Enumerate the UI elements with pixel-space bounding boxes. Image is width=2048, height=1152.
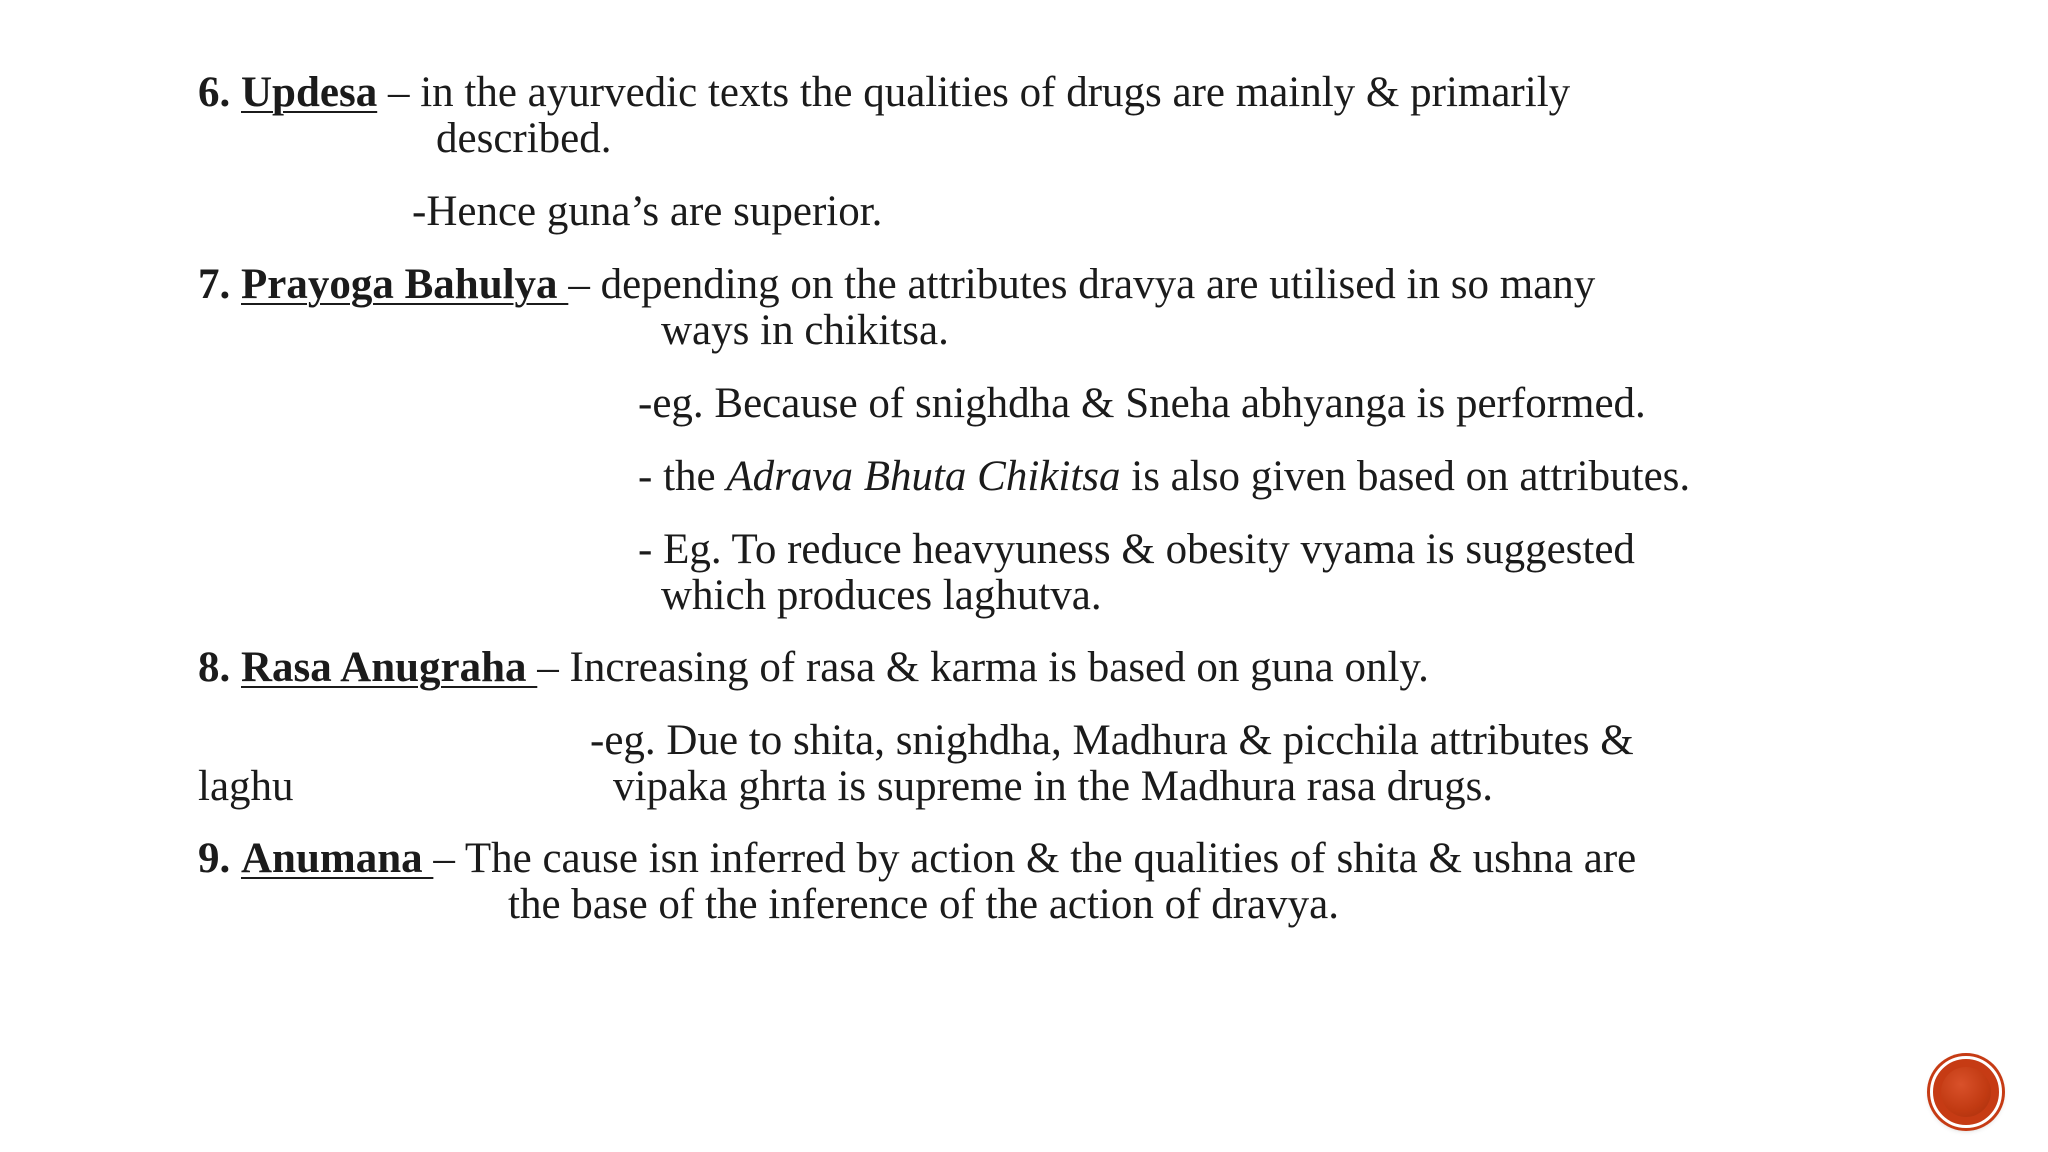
item-9-number: 9. [198,835,231,882]
item-6-note-1: -Hence guna’s are superior. [412,188,883,235]
item-9-text-1: – The cause isn inferred by action & the qualities of shita & ushna are [433,835,1637,882]
item-6-term: Updesa [241,69,378,116]
item-6-text-2: described. [436,115,612,162]
item-8-line-1 [198,645,1429,691]
item-7-note-2-before: - the [638,453,727,500]
item-8-note-1-line-1: -eg. Due to shita, snighdha, Madhura & picchila attributes & [590,717,1634,764]
item-8-number: 8. [198,644,231,691]
next-slide-circle-icon[interactable] [1930,1056,2002,1128]
item-7-text-2: ways in chikitsa. [661,307,949,354]
item-7-number: 7. [198,261,231,308]
item-8-text-1: – Increasing of rasa & karma is based on guna only. [537,644,1429,691]
item-7-note-2-italic: Adrava Bhuta Chikitsa [726,453,1121,500]
item-7-note-2 [638,454,1690,500]
item-7-line-1 [198,262,1595,308]
item-8-term: Rasa Anugraha [241,644,538,691]
item-7-note-3-line-2: which produces laghutva. [661,572,1102,619]
item-6-number: 6. [198,69,231,116]
item-9-text-2: the base of the inference of the action of dravya. [508,881,1339,928]
item-7-note-2-after: is also given based on attributes. [1120,453,1691,500]
item-9-line-1 [198,836,1636,882]
item-7-note-3-line-1: - Eg. To reduce heavyuness & obesity vyama is suggested [638,526,1635,573]
item-7-note-1: -eg. Because of snighdha & Sneha abhyanga is performed. [638,380,1646,427]
item-9-term: Anumana [241,835,434,882]
item-8-note-1-left-word: laghu [198,763,294,810]
item-7-text-1: – depending on the attributes dravya are utilised in so many [568,261,1596,308]
item-6-line-1 [198,70,1570,116]
item-8-note-1-line-2: vipaka ghrta is supreme in the Madhura rasa drugs. [613,763,1494,810]
item-6-text-1: – in the ayurvedic texts the qualities of drugs are mainly & primarily [377,69,1571,116]
item-7-term: Prayoga Bahulya [241,261,569,308]
